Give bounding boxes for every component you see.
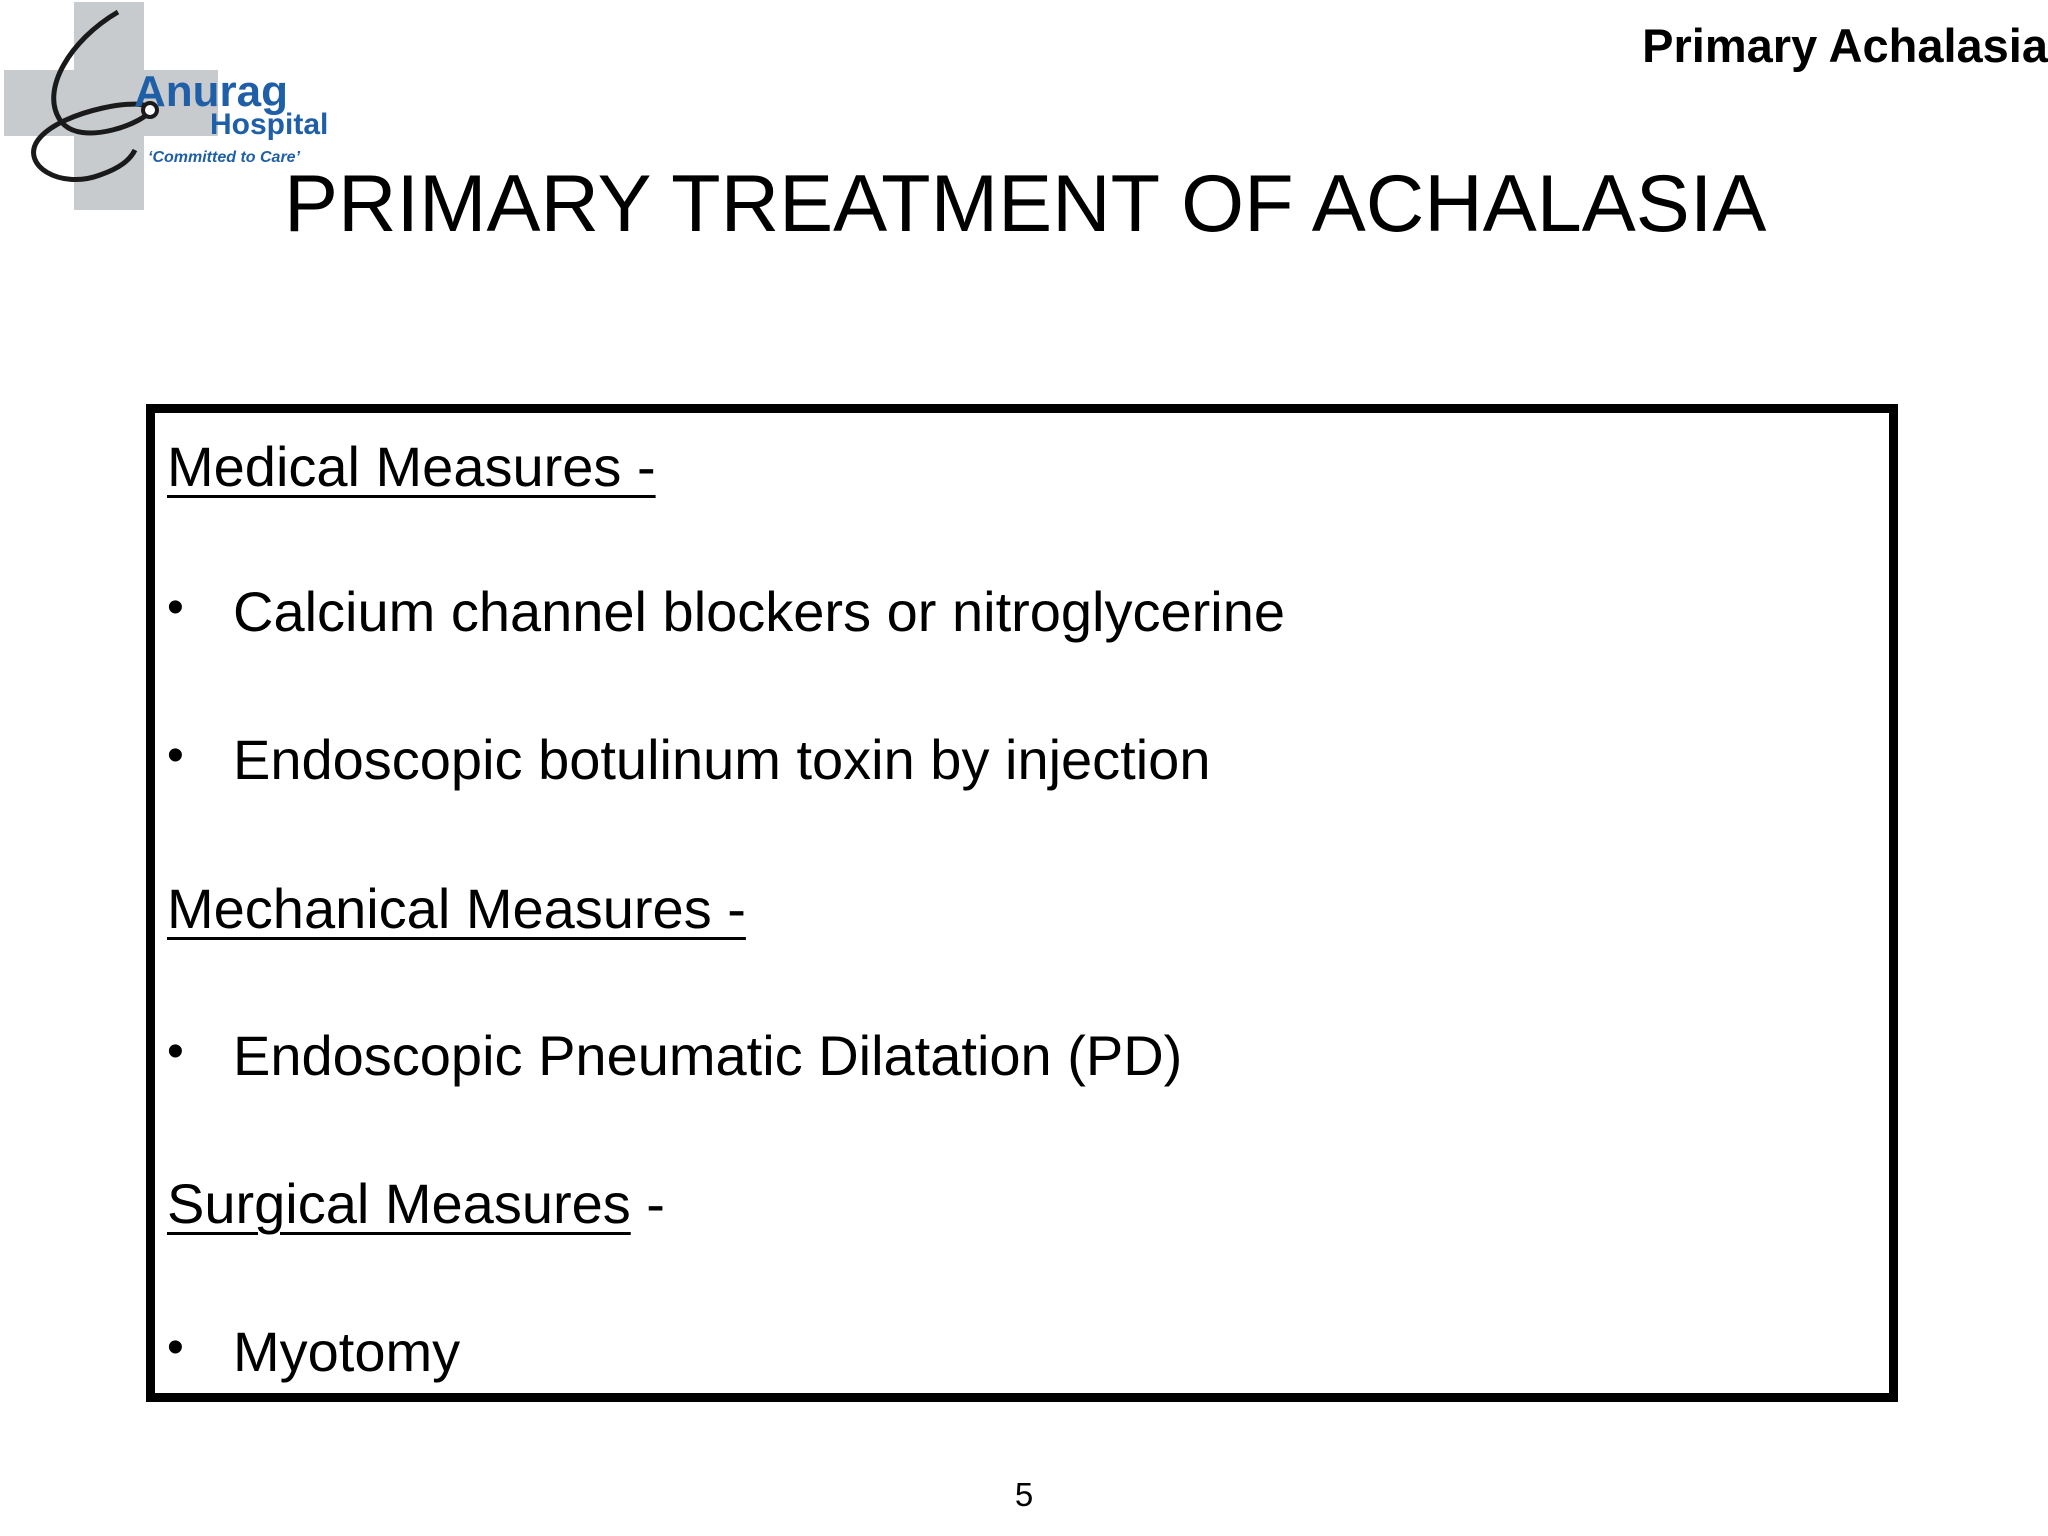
section-heading-mechanical <box>167 877 746 940</box>
surgical-heading-suffix: - <box>630 1172 665 1235</box>
bullet-icon: • <box>167 581 184 634</box>
surgical-heading: Surgical Measures <box>167 1172 631 1235</box>
bullet-icon: • <box>167 1321 184 1374</box>
bullet-icon: • <box>167 729 184 782</box>
section-heading-surgical <box>167 1172 665 1235</box>
logo-graphic <box>0 0 329 215</box>
content-box <box>146 404 1898 1402</box>
logo-tagline: ‘Committed to Care’ <box>148 149 301 166</box>
list-item-text: Endoscopic Pneumatic Dilatation (PD) <box>233 1024 1183 1087</box>
section-heading-medical <box>167 435 656 498</box>
bullet-icon: • <box>167 1025 184 1078</box>
medical-heading: Medical Measures - <box>167 435 656 498</box>
list-item-text: Calcium channel blockers or nitroglycerine <box>233 580 1286 643</box>
logo-sub: Hospital <box>210 108 329 141</box>
mechanical-heading: Mechanical Measures - <box>167 877 746 940</box>
list-item-text: Myotomy <box>233 1320 461 1383</box>
hospital-logo <box>0 0 329 215</box>
slide-title: PRIMARY TREATMENT OF ACHALASIA <box>284 159 1767 249</box>
page-number: 5 <box>1014 1476 1034 1513</box>
header-label: Primary Achalasia <box>1642 19 2048 72</box>
logo-name: Anurag <box>134 67 288 116</box>
list-item-text: Endoscopic botulinum toxin by injection <box>233 728 1211 791</box>
